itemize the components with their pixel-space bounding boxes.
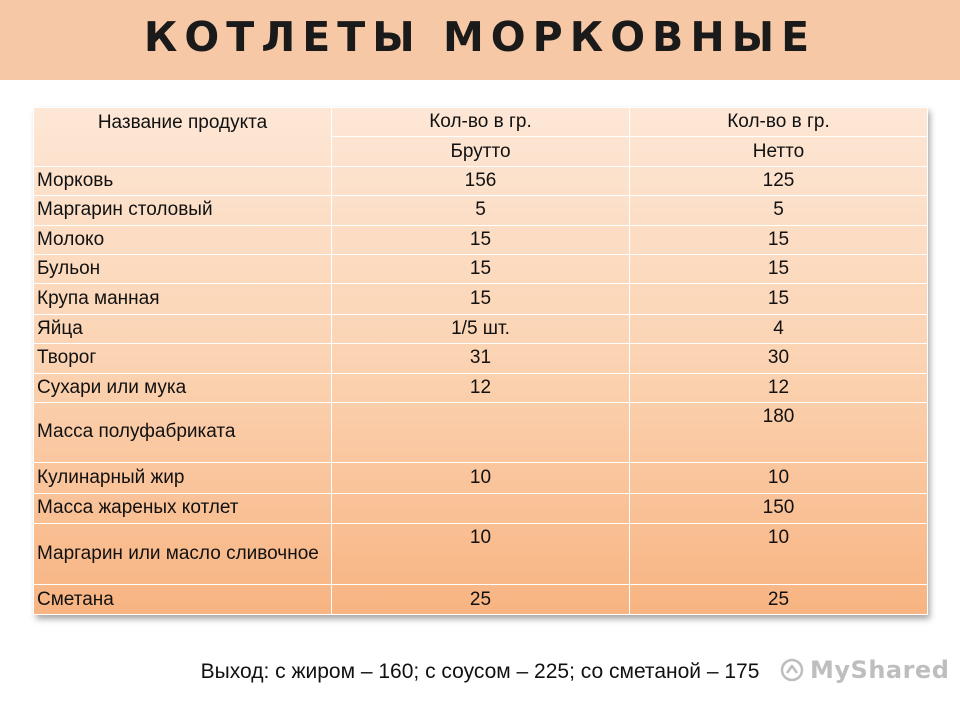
- row-net: 4: [630, 314, 928, 343]
- table-row: [34, 402, 928, 462]
- table-row: [34, 494, 928, 523]
- row-product: Сухари или мука: [34, 373, 332, 402]
- header-gross-qty: Кол-во в гр.: [332, 108, 630, 137]
- myshared-logo-icon: [780, 658, 804, 682]
- row-gross: 15: [332, 225, 630, 254]
- table-row: [34, 254, 928, 283]
- table-row: [34, 284, 928, 314]
- row-net: 150: [630, 494, 928, 523]
- table-row: [34, 523, 928, 585]
- row-gross: 15: [332, 254, 630, 283]
- table-row: [34, 462, 928, 493]
- title-band: [0, 0, 960, 80]
- row-product: Сметана: [34, 585, 332, 615]
- row-gross: 31: [332, 344, 630, 373]
- table-row: [34, 373, 928, 402]
- watermark-text: MyShared: [810, 656, 950, 684]
- row-gross: 15: [332, 284, 630, 314]
- row-gross: [332, 402, 630, 462]
- row-product: Яйца: [34, 314, 332, 343]
- row-gross: 25: [332, 585, 630, 615]
- table-row: [34, 196, 928, 225]
- table-row: [34, 225, 928, 254]
- row-gross: 10: [332, 523, 630, 585]
- row-net: 30: [630, 344, 928, 373]
- row-gross: [332, 494, 630, 523]
- table-header-row: [34, 108, 928, 137]
- row-net: 10: [630, 523, 928, 585]
- row-gross: 156: [332, 166, 630, 195]
- row-gross: 5: [332, 196, 630, 225]
- row-product: Бульон: [34, 254, 332, 283]
- yield-footer: Выход: с жиром – 160; с соусом – 225; со сметаной – 175: [200, 660, 760, 683]
- recipe-table-container: [33, 107, 927, 615]
- row-gross: 10: [332, 462, 630, 493]
- myshared-watermark: [780, 656, 949, 684]
- row-product: Маргарин или масло сливочное: [34, 523, 332, 585]
- table-row: [34, 585, 928, 615]
- row-product: Масса полуфабриката: [34, 402, 332, 462]
- row-gross: 12: [332, 373, 630, 402]
- row-product: Крупа манная: [34, 284, 332, 314]
- row-product: Масса жареных котлет: [34, 494, 332, 523]
- header-net: Нетто: [630, 137, 928, 166]
- row-product: Творог: [34, 344, 332, 373]
- row-net: 15: [630, 225, 928, 254]
- recipe-table: [33, 107, 928, 615]
- row-net: 15: [630, 284, 928, 314]
- header-product-name: Название продукта: [34, 108, 332, 167]
- row-product: Кулинарный жир: [34, 462, 332, 493]
- row-net: 10: [630, 462, 928, 493]
- header-net-qty: Кол-во в гр.: [630, 108, 928, 137]
- row-net: 180: [630, 402, 928, 462]
- row-net: 125: [630, 166, 928, 195]
- row-product: Маргарин столовый: [34, 196, 332, 225]
- row-net: 25: [630, 585, 928, 615]
- table-row: [34, 344, 928, 373]
- row-net: 5: [630, 196, 928, 225]
- table-row: [34, 166, 928, 195]
- page-title: КОТЛЕТЫ МОРКОВНЫЕ: [143, 13, 817, 61]
- row-net: 15: [630, 254, 928, 283]
- row-net: 12: [630, 373, 928, 402]
- header-gross: Брутто: [332, 137, 630, 166]
- table-row: [34, 314, 928, 343]
- row-gross: 1/5 шт.: [332, 314, 630, 343]
- row-product: Морковь: [34, 166, 332, 195]
- row-product: Молоко: [34, 225, 332, 254]
